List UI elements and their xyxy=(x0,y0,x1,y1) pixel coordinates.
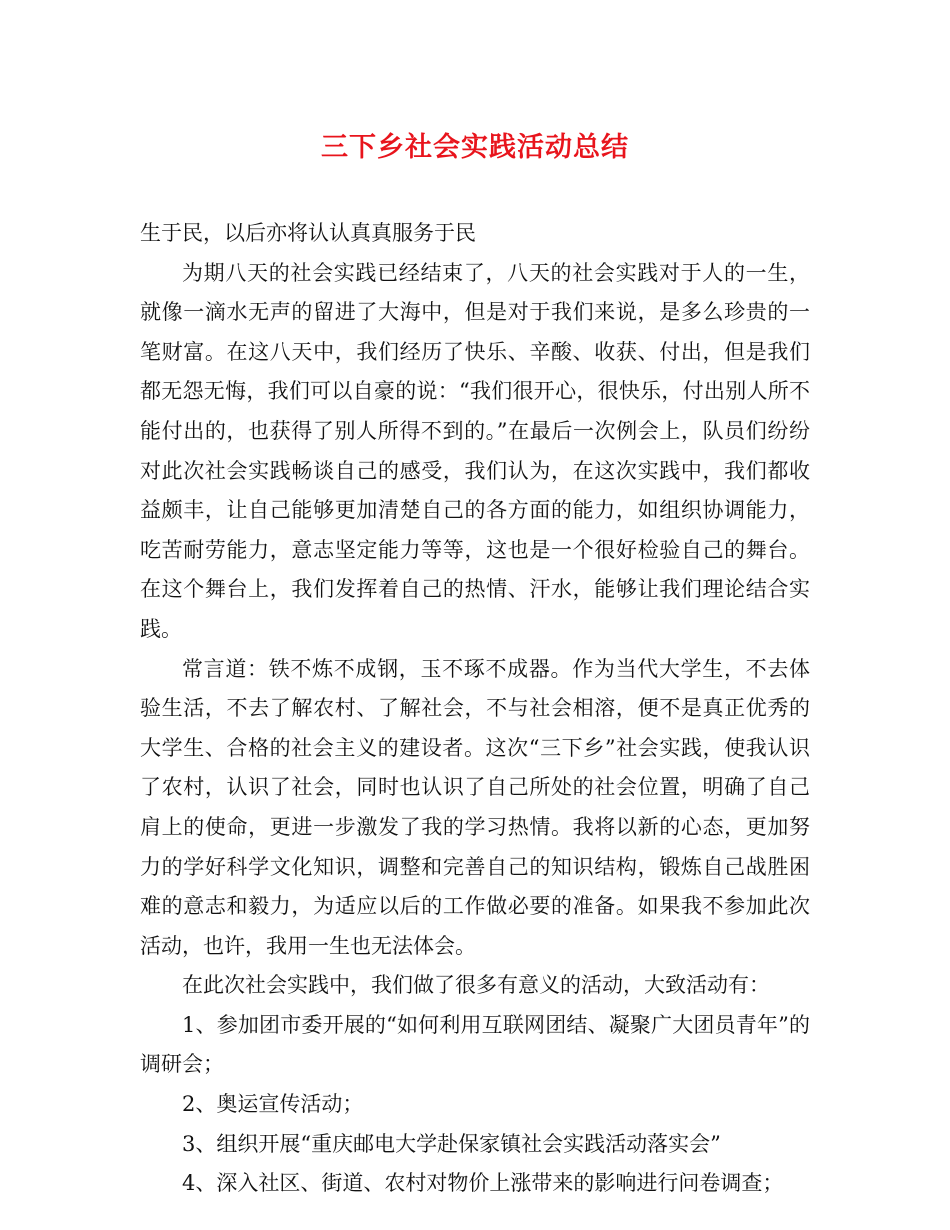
document-body xyxy=(140,214,810,1204)
list-item-activity-4: 4、深入社区、街道、农村对物价上涨带来的影响进行问卷调查； xyxy=(182,1171,784,1196)
paragraph-intro-line: 生于民，以后亦将认认真真服务于民 xyxy=(140,221,476,245)
list-item-activity-1: 1、参加团市委开展的“如何利用互联网团结、凝聚广大团员青年”的调研会； xyxy=(140,1012,810,1077)
paragraph-summary: 为期八天的社会实践已经结束了，八天的社会实践对于人的一生，就像一滴水无声的留进了大海中，但是对于我们来说，是多么珍贵的一笔财富。在这八天中，我们经历了快乐、辛酸、收获、付出，但是我们都无怨无悔，我们可以自豪的说：“我们很开心，很快乐，付出别人所不能付出的，也获得了别人所得不到的。”在最后一次例会上，队员们纷纷对此次社会实践畅谈自己的感受，我们认为，在这次实践中，我们都收益颇丰，让自己能够更加清楚自己的各方面的能力，如组织协调能力，吃苦耐劳能力，意志坚定能力等等，这也是一个很好检验自己的舞台。在这个舞台上，我们发挥着自己的热情、汗水，能够让我们理论结合实践。 xyxy=(140,260,810,641)
document-title: 三下乡社会实践活动总结 xyxy=(321,132,629,163)
list-item-activity-2: 2、奥运宣传活动； xyxy=(182,1092,364,1117)
paragraph-activities-intro: 在此次社会实践中，我们做了很多有意义的活动，大致活动有： xyxy=(182,973,770,998)
paragraph-reflection: 常言道：铁不炼不成钢，玉不琢不成器。作为当代大学生，不去体验生活，不去了解农村、了解社会，不与社会相溶，便不是真正优秀的大学生、合格的社会主义的建设者。这次“三下乡”社会实践，使我认识了农村，认识了社会，同时也认识了自己所处的社会位置，明确了自己肩上的使命，更进一步激发了我的学习热情。我将以新的心态，更加努力的学好科学文化知识，调整和完善自己的知识结构，锻炼自己战胜困难的意志和毅力，为适应以后的工作做必要的准备。如果我不参加此次活动，也许，我用一生也无法体会。 xyxy=(140,656,810,958)
list-item-activity-3: 3、组织开展“重庆邮电大学赴保家镇社会实践活动落实会” xyxy=(182,1131,721,1156)
